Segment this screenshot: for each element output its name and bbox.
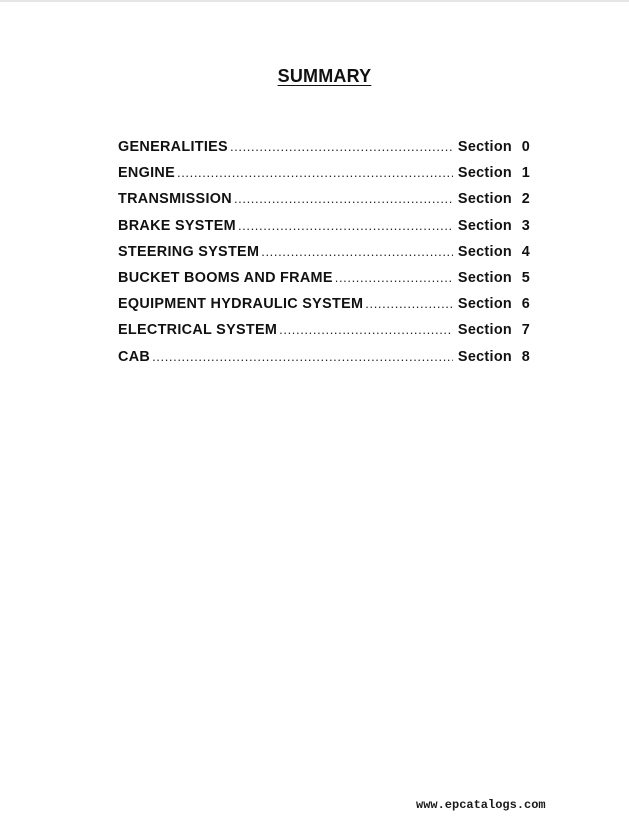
toc-section-word: Section: [457, 269, 512, 286]
toc-section-number: 6: [521, 296, 530, 313]
toc-row-brake-system: [118, 218, 530, 244]
toc-row-engine: [118, 165, 530, 191]
toc-row-equipment-hydraulic-system: [118, 296, 530, 322]
toc-row-transmission: [118, 191, 530, 217]
toc-label: ENGINE: [118, 165, 175, 182]
footer-watermark-url: www.epcatalogs.com: [416, 798, 546, 812]
dot-leader: [365, 296, 453, 311]
toc-section-number: 0: [521, 139, 530, 155]
table-of-contents: [118, 139, 530, 375]
toc-label: BUCKET BOOMS AND FRAME: [118, 269, 333, 286]
top-border: [0, 0, 629, 2]
toc-row-generalities: [118, 139, 530, 165]
toc-label: ELECTRICAL SYSTEM: [118, 322, 278, 339]
toc-row-bucket-booms-and-frame: [118, 270, 530, 296]
dot-leader: [152, 349, 453, 364]
toc-label: EQUIPMENT HYDRAULIC SYSTEM: [118, 296, 364, 313]
toc-label: GENERALITIES: [118, 139, 228, 155]
dot-leader: [238, 218, 453, 233]
dot-leader: [230, 139, 453, 154]
toc-section-word: Section: [457, 296, 512, 313]
toc-section-word: Section: [457, 165, 512, 182]
toc-label: TRANSMISSION: [118, 191, 232, 208]
toc-section-number: 4: [521, 243, 530, 260]
toc-row-steering-system: [118, 244, 530, 270]
toc-section-word: Section: [457, 191, 512, 208]
toc-section-number: 2: [521, 191, 530, 208]
dot-leader: [335, 270, 453, 285]
toc-label: BRAKE SYSTEM: [118, 217, 236, 234]
toc-section-word: Section: [457, 348, 512, 365]
toc-section-number: 5: [521, 269, 530, 286]
dot-leader: [177, 165, 453, 180]
toc-label: CAB: [118, 348, 151, 365]
toc-row-cab: [118, 349, 530, 375]
toc-section-number: 3: [521, 217, 530, 234]
toc-row-electrical-system: [118, 322, 530, 348]
toc-section-word: Section: [457, 139, 512, 155]
toc-section-number: 1: [521, 165, 530, 182]
toc-section-word: Section: [457, 322, 512, 339]
dot-leader: [279, 322, 453, 337]
dot-leader: [234, 191, 453, 206]
page-title: SUMMARY: [277, 66, 372, 86]
toc-section-number: 8: [521, 348, 530, 365]
dot-leader: [261, 244, 453, 259]
toc-label: STEERING SYSTEM: [118, 243, 260, 260]
toc-section-word: Section: [457, 243, 512, 260]
toc-section-word: Section: [457, 217, 512, 234]
toc-section-number: 7: [521, 322, 530, 339]
